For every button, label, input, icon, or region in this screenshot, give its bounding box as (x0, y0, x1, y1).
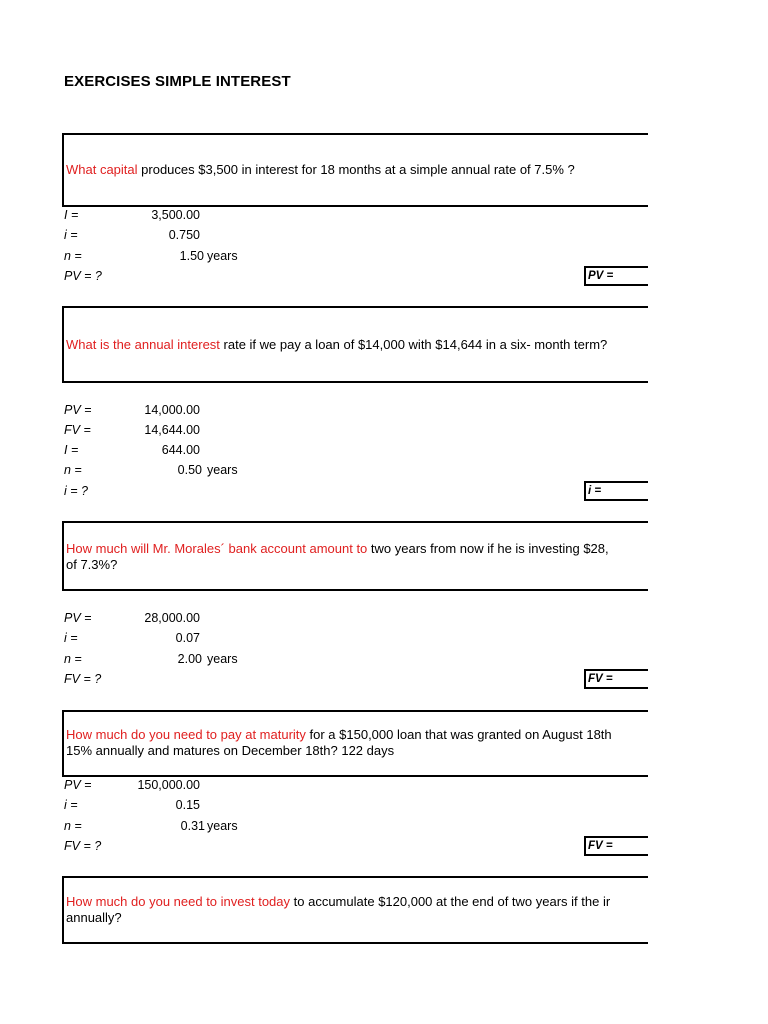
exercise-4-label-periods: n = (64, 819, 82, 833)
exercise-2-question (66, 337, 682, 353)
exercise-4-question-line-2: 15% annually and matures on December 18th? 122 days (66, 743, 395, 758)
exercise-2-answer-label: i = (588, 485, 602, 497)
exercise-2-label-unknown: i = ? (64, 484, 88, 498)
exercise-1-label-interest: I = (64, 208, 79, 222)
exercise-3-value-pv: 28,000.00 (144, 611, 200, 625)
exercise-3-question-highlight: How much will Mr. Morales´ bank account amount to (66, 541, 368, 556)
exercise-5-question-box (62, 876, 682, 944)
exercise-4-label-pv: PV = (64, 778, 92, 792)
exercise-5-question-line-1 (66, 894, 682, 910)
exercise-4-value-rate: 0.15 (175, 798, 200, 812)
exercise-4-answer-label: FV = (588, 840, 613, 852)
exercise-1-question-highlight: What capital (66, 162, 138, 177)
exercise-2-value-interest: 644.00 (161, 443, 200, 457)
exercise-1-label-unknown: PV = ? (64, 269, 102, 283)
exercise-2-label-interest: I = (64, 443, 79, 457)
exercise-2-question-highlight: What is the annual interest (66, 337, 220, 352)
exercise-3-question-line-1 (66, 541, 682, 557)
exercise-1-answer-label: PV = (588, 270, 614, 282)
exercise-1-label-rate: i = (64, 228, 78, 242)
exercise-3-value-rate: 0.07 (175, 631, 200, 645)
page-clip-area (648, 0, 768, 1024)
exercise-1-value-periods: 1.50 (179, 249, 204, 263)
exercise-2-label-periods: n = (64, 463, 82, 477)
page-title: EXERCISES SIMPLE INTEREST (64, 73, 291, 90)
exercise-4-unit-years: years (207, 819, 238, 833)
exercise-1-unit-years: years (207, 249, 238, 263)
exercise-3-question-line-2: of 7.3%? (66, 557, 118, 572)
exercise-1-value-rate: 0.750 (168, 228, 200, 242)
exercise-3-unit-years: years (207, 652, 238, 666)
exercise-4-label-unknown: FV = ? (64, 839, 102, 853)
exercise-4-value-pv: 150,000.00 (137, 778, 200, 792)
exercise-2-unit-years: years (207, 463, 238, 477)
exercise-3-label-pv: PV = (64, 611, 92, 625)
exercise-2-value-pv: 14,000.00 (144, 403, 200, 417)
exercise-1-question-text: produces $3,500 in interest for 18 months at a simple annual rate of 7.5% ? (137, 162, 575, 177)
exercise-1-label-periods: n = (64, 249, 82, 263)
exercise-2-value-fv: 14,644.00 (144, 423, 200, 437)
exercise-3-answer-label: FV = (588, 673, 613, 685)
exercise-5-question-highlight: How much do you need to invest today (66, 894, 291, 909)
exercise-5-question-line-2: annually? (66, 910, 122, 925)
exercise-3-question-box (62, 521, 682, 591)
exercise-1-question-box (62, 133, 682, 207)
exercise-3-label-unknown: FV = ? (64, 672, 102, 686)
exercise-4-value-periods: 0.31 (180, 819, 205, 833)
exercise-4-label-rate: i = (64, 798, 78, 812)
exercise-3-question-text: two years from now if he is investing $28, (367, 541, 609, 556)
exercise-2-label-pv: PV = (64, 403, 92, 417)
exercise-5-question-text: to accumulate $120,000 at the end of two years if the ir (290, 894, 611, 909)
exercise-3-value-periods: 2.00 (177, 652, 202, 666)
exercise-2-label-fv: FV = (64, 423, 91, 437)
exercise-3-label-rate: i = (64, 631, 78, 645)
exercise-4-question-text: for a $150,000 loan that was granted on August 18th (305, 727, 612, 742)
exercise-4-question-highlight: How much do you need to pay at maturity (66, 727, 306, 742)
exercise-4-question-line-1 (66, 727, 682, 743)
exercise-3-label-periods: n = (64, 652, 82, 666)
exercise-2-question-text: rate if we pay a loan of $14,000 with $14,644 in a six- month term? (219, 337, 608, 352)
exercise-2-value-periods: 0.50 (177, 463, 202, 477)
exercise-2-question-box (62, 306, 682, 383)
exercise-1-question (66, 162, 682, 178)
exercise-4-question-box (62, 710, 682, 777)
exercise-1-value-interest: 3,500.00 (151, 208, 200, 222)
